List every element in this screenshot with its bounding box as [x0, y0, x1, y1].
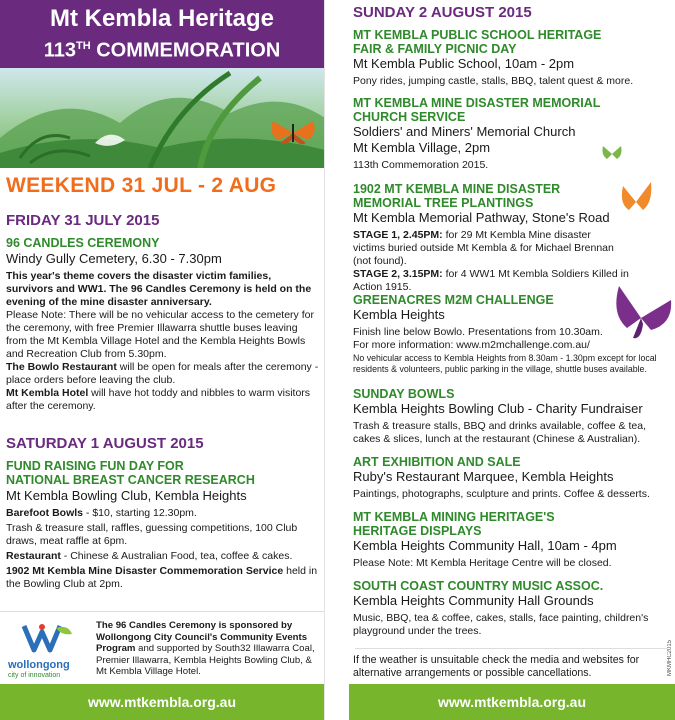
- fundraising-location: Mt Kembla Bowling Club, Kembla Heights: [6, 488, 247, 503]
- weather-divider: [355, 648, 667, 649]
- commemoration-service-info: 1902 Mt Kembla Mine Disaster Commemoration Service held in the Bowling Club at 2pm.: [6, 565, 318, 590]
- music-description: Music, BBQ, tea & coffee, cakes, stalls, face painting, children's playground under the trees.: [353, 612, 649, 637]
- church-section: [353, 96, 671, 172]
- weekend-banner: WEEKEND 31 JUL - 2 AUG: [6, 174, 277, 197]
- friday-section: [6, 212, 320, 413]
- music-location: Kembla Heights Community Hall Grounds: [353, 593, 594, 608]
- sunday-bowls-section: [353, 387, 671, 446]
- fair-description: Pony rides, jumping castle, stalls, BBQ, talent quest & more.: [353, 75, 634, 87]
- header-banner: [0, 0, 324, 68]
- orange-butterfly-icon: [619, 180, 653, 220]
- church-title-2: CHURCH SERVICE: [353, 110, 466, 124]
- music-section: [353, 579, 671, 638]
- mining-location: Kembla Heights Community Hall, 10am - 4pm: [353, 538, 617, 553]
- church-location-2: Mt Kembla Village, 2pm: [353, 140, 491, 155]
- butterfly-icon: [268, 118, 318, 148]
- hotel-info: Mt Kembla Hotel will have hot toddy and nibbles to warm visitors after the ceremony.: [6, 387, 311, 412]
- print-code: MKMHC2015: [667, 640, 673, 677]
- left-panel: [0, 0, 325, 720]
- logo-wordmark: wollongong: [8, 659, 70, 671]
- weather-text: If the weather is unsuitable check the media and websites for alternative arrangements or possible cancellations.: [353, 654, 640, 679]
- tree-title-1: 1902 MT KEMBLA MINE DISASTER: [353, 182, 561, 196]
- fair-title-2: FAIR & FAMILY PICNIC DAY: [353, 42, 517, 56]
- art-location: Ruby's Restaurant Marquee, Kembla Heights: [353, 469, 614, 484]
- music-title: SOUTH COAST COUNTRY MUSIC ASSOC.: [353, 579, 604, 593]
- sunday-section: [353, 4, 671, 88]
- saturday-section: [6, 435, 320, 591]
- trash-treasure-info: Trash & treasure stall, raffles, guessing competitions, 100 Club draws, meat raffle at 6pm.: [6, 522, 298, 547]
- m2m-description-2: For more information: www.m2mchallenge.com.au/: [353, 339, 590, 351]
- fundraising-title-1: FUND RAISING FUN DAY FOR: [6, 459, 184, 473]
- bowls-description: Trash & treasure stalls, BBQ and drinks available, coffee & tea, cakes & slices, lunch at the restaurant (Chinese & Australian).: [353, 420, 646, 445]
- fair-title-1: MT KEMBLA PUBLIC SCHOOL HERITAGE: [353, 28, 602, 42]
- m2m-location: Kembla Heights: [353, 307, 445, 322]
- saturday-heading: SATURDAY 1 AUGUST 2015: [6, 435, 204, 452]
- bowls-location: Kembla Heights Bowling Club - Charity Fundraiser: [353, 401, 643, 416]
- tree-title-2: MEMORIAL TREE PLANTINGS: [353, 196, 534, 210]
- logo-tagline: city of innovation: [8, 672, 61, 679]
- m2m-description-1: Finish line below Bowlo. Presentations from 10.30am.: [353, 326, 603, 338]
- tree-location: Mt Kembla Memorial Pathway, Stone's Road: [353, 210, 610, 225]
- candles-location: Windy Gully Cemetery, 6.30 - 7.30pm: [6, 251, 222, 266]
- sunday-heading: SUNDAY 2 AUGUST 2015: [353, 4, 532, 21]
- mining-note: Please Note: Mt Kembla Heritage Centre will be closed.: [353, 557, 612, 569]
- candles-title: 96 CANDLES CEREMONY: [6, 236, 160, 250]
- mining-heritage-section: [353, 510, 671, 570]
- mining-title-1: MT KEMBLA MINING HERITAGE'S: [353, 510, 555, 524]
- weather-notice: [353, 654, 655, 680]
- fundraising-title-2: NATIONAL BREAST CANCER RESEARCH: [6, 473, 255, 487]
- stage-1-info: STAGE 1, 2.45PM: for 29 Mt Kembla Mine disaster victims buried outside Mt Kembla & for Michael Brennan (not found).: [353, 229, 614, 267]
- left-footer-url[interactable]: www.mtkembla.org.au: [0, 684, 324, 720]
- art-section: [353, 455, 671, 501]
- fair-location: Mt Kembla Public School, 10am - 2pm: [353, 56, 575, 71]
- wollongong-logo: [8, 622, 88, 682]
- stage-2-info: STAGE 2, 3.15PM: for 4 WW1 Mt Kembla Soldiers Killed in Action 1915.: [353, 268, 629, 293]
- purple-butterfly-icon: [611, 284, 673, 342]
- candles-theme: This year's theme covers the disaster victim families, survivors and WW1. The 96 Candles Ceremony is held on the evening of the mine disaster anniversary.: [6, 270, 312, 308]
- church-description: 113th Commemoration 2015.: [353, 159, 489, 171]
- wollongong-logo-icon: [16, 622, 76, 654]
- friday-heading: FRIDAY 31 JULY 2015: [6, 212, 160, 229]
- restaurant-info: Restaurant - Chinese & Australian Food, tea, coffee & cakes.: [6, 550, 293, 562]
- m2m-access-note: No vehicular access to Kembla Heights from 8.30am - 1.30pm except for local residents & volunteers, public parking in the village, shuttle buses available.: [353, 353, 657, 374]
- hero-image: [0, 68, 324, 168]
- right-footer-url[interactable]: www.mtkembla.org.au: [349, 684, 675, 720]
- church-location-1: Soldiers' and Miners' Memorial Church: [353, 124, 576, 139]
- green-butterfly-icon: [601, 145, 623, 163]
- candles-note: Please Note: There will be no vehicular access to the cemetery for the ceremony, with free Premier Illawarra shuttle buses leaving from the Mt Kembla Village Hotel and the Kembla Heights Bowls and Recreation Club from 5.30pm.: [6, 309, 314, 360]
- art-description: Paintings, photographs, sculpture and prints. Coffee & desserts.: [353, 488, 650, 500]
- header-subtitle: 113TH COMMEMORATION: [43, 39, 281, 62]
- sponsor-section: [0, 611, 324, 684]
- barefoot-bowls-info: Barefoot Bowls - $10, starting 12.30pm.: [6, 507, 197, 519]
- sponsor-text: The 96 Candles Ceremony is sponsored by Wollongong City Council's Community Events Program and supported by South32 Illawarra Coal, Premier Illawarra, Kembla Heights Bowling Club, & Mt Kembla Village Hotel.: [96, 620, 315, 677]
- right-panel: [349, 0, 675, 720]
- bowlo-info: The Bowlo Restaurant will be open for meals after the ceremony - place orders before leaving the club.: [6, 361, 319, 386]
- art-title: ART EXHIBITION AND SALE: [353, 455, 521, 469]
- m2m-title: GREENACRES M2M CHALLENGE: [353, 293, 554, 307]
- header-title: Mt Kembla Heritage: [49, 5, 275, 32]
- mining-title-2: HERITAGE DISPLAYS: [353, 524, 482, 538]
- church-title-1: MT KEMBLA MINE DISASTER MEMORIAL: [353, 96, 601, 110]
- bowls-title: SUNDAY BOWLS: [353, 387, 455, 401]
